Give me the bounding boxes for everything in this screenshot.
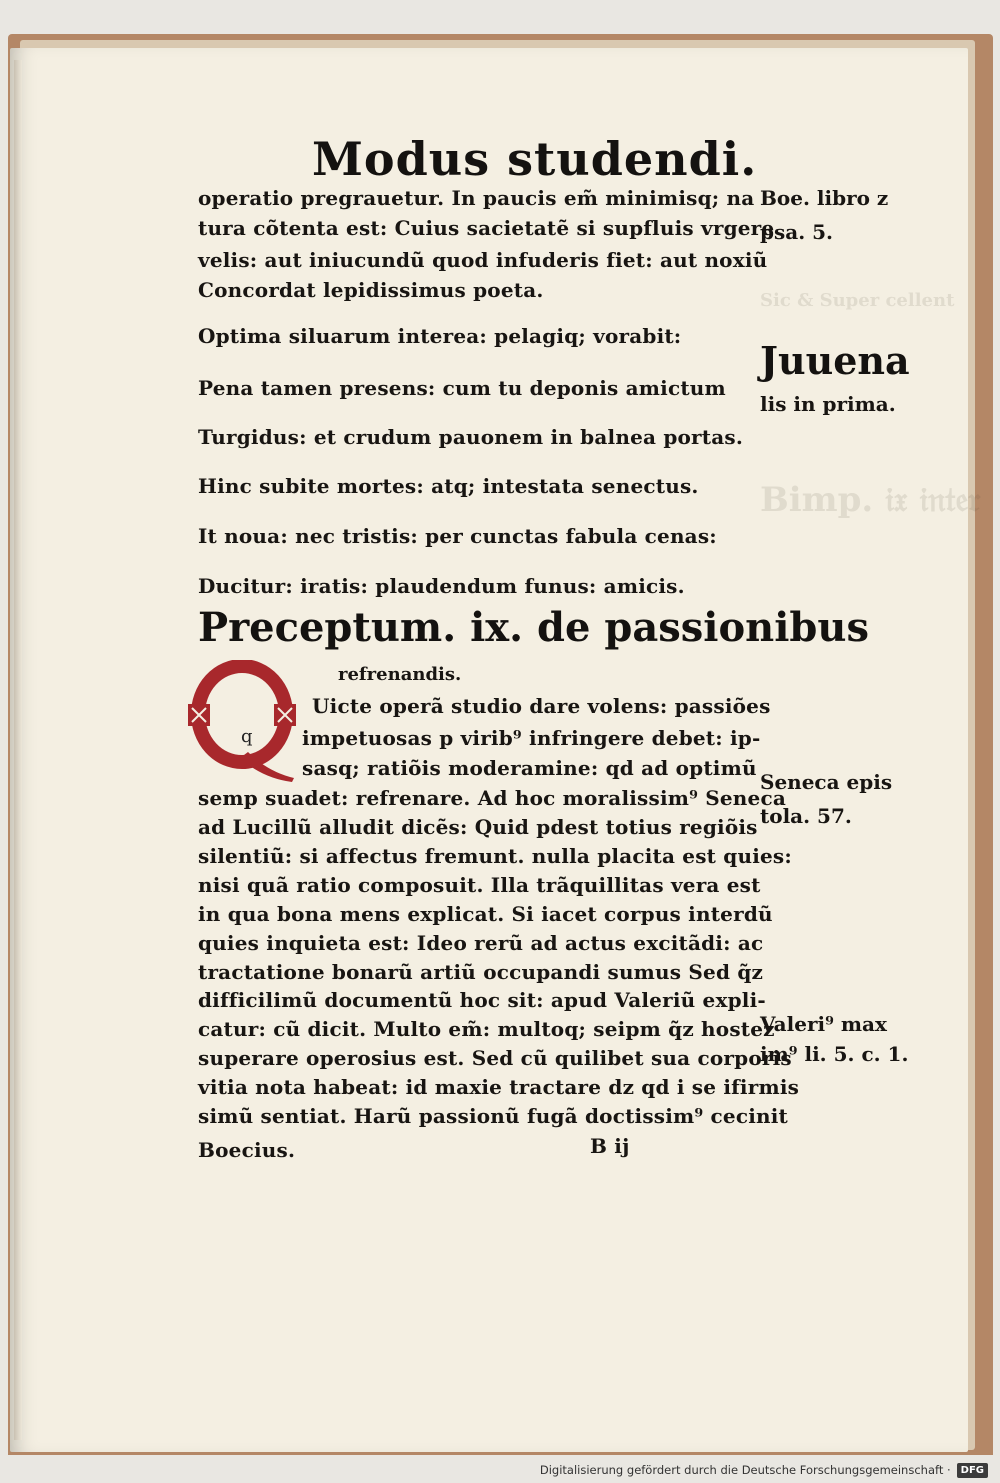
bleed-through-1: Sic & Super cellent: [760, 290, 955, 311]
para-line-2: impetuosas p virib⁹ infringere debet: ip-: [302, 726, 761, 750]
para-line-6: silentiũ: si affectus fremunt. nulla placita est quies:: [198, 844, 792, 868]
para-line-5: ad Lucillũ alludit dicẽs: Quid pdest totius regiõis: [198, 815, 758, 839]
initial-q-icon: [188, 660, 296, 782]
verse-line-4: Hinc subite mortes: atq; intestata senectus.: [198, 474, 699, 498]
verse-line-3: Turgidus: et crudum pauonem in balnea portas.: [198, 425, 743, 449]
para-line-13: superare operosius est. Sed cũ quilibet sua corporis: [198, 1046, 792, 1070]
para-line-3: sasq; ratiõis moderamine: qd ad optimũ: [302, 756, 757, 780]
verse-line-2: Pena tamen presens: cum tu deponis amictum: [198, 376, 726, 400]
signature-mark: B ij: [590, 1134, 630, 1158]
para-line-7: nisi quã ratio composuit. Illa trãquillitas vera est: [198, 873, 761, 897]
para-line-1: Uicte operã studio dare volens: passiões: [312, 694, 771, 718]
verse-line-1: Optima siluarum interea: pelagiq; vorabit:: [198, 324, 682, 348]
decorated-initial: [188, 660, 296, 782]
margin-note-boe-1: Boe. libro z: [760, 186, 889, 210]
section-subheading: refrenandis.: [338, 664, 462, 685]
page-gutter: [14, 60, 22, 1440]
body-line-4: Concordat lepidissimus poeta.: [198, 278, 544, 302]
bleed-through-2: Bimp. 𝔦𝔵 𝔦𝔫𝔱𝔢𝔯: [760, 480, 981, 520]
margin-note-juuena-2: lis in prima.: [760, 392, 896, 416]
guide-letter: q: [241, 726, 253, 747]
section-heading: Preceptum. ix. de passionibus: [198, 604, 869, 651]
para-line-15: simũ sentiat. Harũ passionũ fugã doctissim⁹ cecinit: [198, 1104, 788, 1128]
dfg-logo-icon: DFG: [957, 1463, 988, 1478]
page-title: Modus studendi.: [312, 132, 758, 186]
body-line-3: velis: aut iniucundũ quod infuderis fiet: aut noxiũ: [198, 248, 768, 272]
margin-note-seneca-1: Seneca epis: [760, 770, 893, 794]
funding-footer: [540, 1460, 988, 1480]
para-line-10: tractatione bonarũ artiũ occupandi sumus Sed q̃z: [198, 960, 764, 984]
margin-note-seneca-2: tola. 57.: [760, 804, 852, 828]
margin-note-juuena-1: Juuena: [760, 338, 910, 383]
para-line-9: quies inquieta est: Ideo rerũ ad actus excitãdi: ac: [198, 931, 764, 955]
body-line-1: operatio pregrauetur. In paucis em̃ minimisq; na: [198, 186, 755, 210]
margin-note-valeri-1: Valeri⁹ max: [760, 1012, 887, 1036]
margin-note-boe-2: psa. 5.: [760, 220, 834, 244]
verse-line-6: Ducitur: iratis: plaudendum funus: amicis.: [198, 574, 685, 598]
footer-text: Digitalisierung gefördert durch die Deutsche Forschungsgemeinschaft ·: [539, 1463, 951, 1477]
para-line-4: semp suadet: refrenare. Ad hoc moralissim⁹ Seneca: [198, 786, 787, 810]
para-line-11: difficilimũ documentũ hoc sit: apud Valeriũ expli-: [198, 988, 766, 1012]
para-line-12: catur: cũ dicit. Multo em̃: multoq; seipm q̃z hostez: [198, 1017, 775, 1041]
verse-line-5: It noua: nec tristis: per cunctas fabula cenas:: [198, 524, 717, 548]
para-line-8: in qua bona mens explicat. Si iacet corpus interdũ: [198, 902, 773, 926]
margin-note-valeri-2: im⁹ li. 5. c. 1.: [760, 1042, 909, 1066]
para-line-14: vitia nota habeat: id maxie tractare dz qd i se ifirmis: [198, 1075, 800, 1099]
body-line-2: tura cõtenta est: Cuius sacietatẽ si supfluis vrgere: [198, 216, 775, 240]
last-line-boecius: Boecius.: [198, 1138, 296, 1162]
